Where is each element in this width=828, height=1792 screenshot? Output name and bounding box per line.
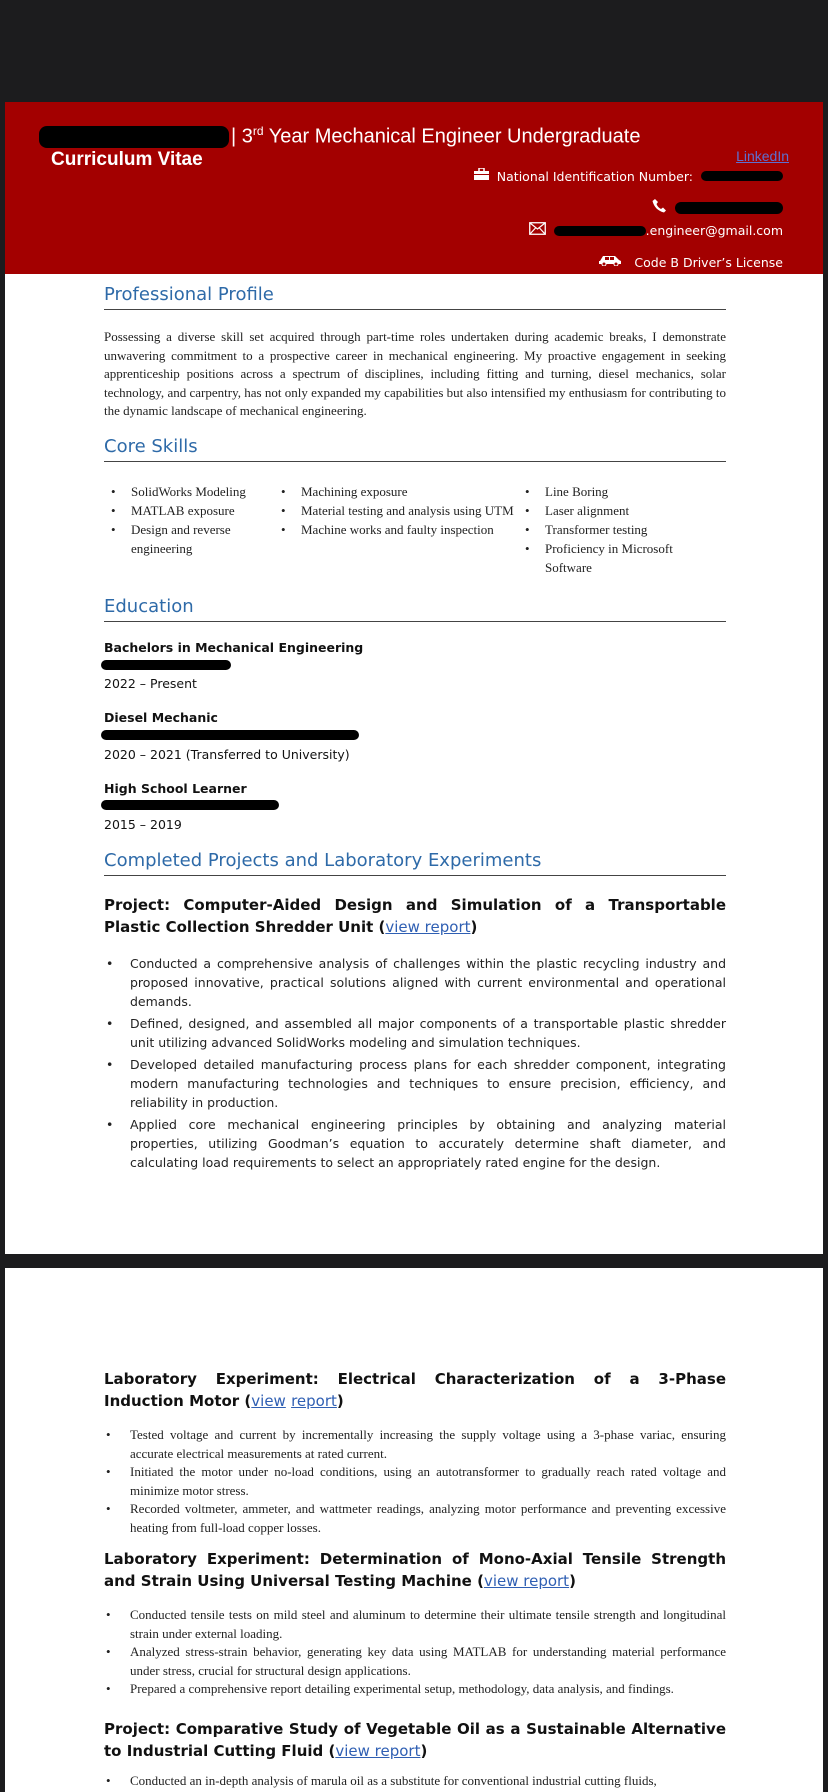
education-degree: Diesel Mechanic bbox=[104, 710, 218, 725]
skill-item: • Laser alignment bbox=[519, 501, 699, 520]
skill-item: • Line Boring bbox=[519, 482, 699, 501]
email-row bbox=[529, 222, 783, 239]
cv-title: | 3rd Year Mechanical Engineer Undergraduate bbox=[231, 124, 641, 148]
list-item: • Recorded voltmeter, ammeter, and wattmeter readings, analyzing motor performance and preventing excessive heating from full-load copper losses. bbox=[104, 1500, 726, 1537]
education-heading: Education bbox=[104, 596, 726, 622]
license-row bbox=[598, 254, 783, 270]
redacted-id-number bbox=[701, 171, 783, 181]
skill-item: • Proficiency in Microsoft Software bbox=[519, 539, 699, 577]
redacted-email-user bbox=[554, 226, 646, 236]
page-1 bbox=[5, 102, 823, 1254]
project-bullets bbox=[104, 1772, 726, 1791]
view-report-link-continued[interactable]: report bbox=[291, 1392, 337, 1410]
skill-item: • Material testing and analysis using UTM bbox=[275, 501, 523, 520]
redacted-name bbox=[39, 126, 229, 148]
list-item: • Developed detailed manufacturing process plans for each shredder component, integrating modern manufacturing technologies and techniques to ensure precision, efficiency, and reliability in production. bbox=[104, 1055, 726, 1112]
list-item: • Prepared a comprehensive report detailing experimental setup, methodology, data analysis, and findings. bbox=[104, 1680, 726, 1699]
cv-header bbox=[5, 102, 823, 274]
email-domain: .engineer@gmail.com bbox=[645, 223, 783, 238]
page-2 bbox=[5, 1268, 823, 1792]
project-title: Project: Comparative Study of Vegetable Oil as a Sustainable Alternative to Industrial Cutting Fluid (view report) bbox=[104, 1720, 726, 1760]
list-item: • Analyzed stress-strain behavior, generating key data using MATLAB for understanding material performance under stress, crucial for structural design applications. bbox=[104, 1643, 726, 1680]
skill-item: • Transformer testing bbox=[519, 520, 699, 539]
view-report-link[interactable]: view report bbox=[483, 1572, 570, 1590]
profile-text: Possessing a diverse skill set acquired through part-time roles undertaken during academic breaks, I demonstrate unwavering commitment to a prospective career in mechanical engineering. My proactive engagement in seeking apprenticeship positions across a spectrum of disciplines, including fitting and turning, diesel mechanics, solar technology, and carpentry, has not only expanded my capabilities but also intensified my enthusiasm for contributing to the dynamic landscape of mechanical engineering. bbox=[104, 329, 726, 418]
list-item: • Tested voltage and current by incrementally increasing the supply voltage using a 3-phase variac, ensuring accurate electrical measurements at rated current. bbox=[104, 1426, 726, 1463]
skill-item: • Machining exposure bbox=[275, 482, 523, 501]
curriculum-vitae-label: Curriculum Vitae bbox=[51, 149, 203, 170]
list-item: • Conducted a comprehensive analysis of challenges within the plastic recycling industry and proposed innovative, practical solutions aligned with current environmental and operational demands. bbox=[104, 954, 726, 1011]
list-item: • Conducted tensile tests on mild steel and aluminum to determine their ultimate tensile strength and longitudinal strain under external loading. bbox=[104, 1606, 726, 1643]
license-text: Code B Driver’s License bbox=[634, 254, 783, 270]
redacted-institution bbox=[101, 660, 231, 670]
phone-row bbox=[652, 198, 783, 217]
redacted-phone bbox=[675, 202, 783, 214]
project-bullets bbox=[104, 1426, 726, 1537]
project-bullets bbox=[104, 954, 726, 1175]
view-report-link[interactable]: view report bbox=[385, 918, 471, 936]
list-item: • Applied core mechanical engineering principles by obtaining and analyzing material properties, utilizing Goodman’s equation to accurately determine shaft diameter, and calculating load requirements to select an appropriately rated engine for the design. bbox=[104, 1115, 726, 1172]
car-icon bbox=[598, 254, 622, 270]
skills-column-2 bbox=[275, 482, 523, 539]
projects-heading: Completed Projects and Laboratory Experiments bbox=[104, 850, 726, 876]
linkedin-link[interactable]: LinkedIn bbox=[736, 148, 789, 164]
view-report-link[interactable]: view bbox=[251, 1392, 286, 1410]
education-dates: 2022 – Present bbox=[104, 676, 197, 691]
redacted-institution bbox=[101, 800, 279, 810]
skills-column-1 bbox=[105, 482, 275, 558]
phone-icon bbox=[652, 198, 667, 217]
education-dates: 2015 – 2019 bbox=[104, 817, 182, 832]
skill-item: • Design and reverse engineering bbox=[105, 520, 275, 558]
project-title: Laboratory Experiment: Determination of Mono-Axial Tensile Strength and Strain Using Universal Testing Machine (view report) bbox=[104, 1550, 726, 1590]
list-item: • Conducted an in-depth analysis of marula oil as a substitute for conventional industrial cutting fluids, bbox=[104, 1772, 726, 1791]
education-dates: 2020 – 2021 (Transferred to University) bbox=[104, 747, 350, 762]
skill-item: • Machine works and faulty inspection bbox=[275, 520, 523, 539]
skills-heading: Core Skills bbox=[104, 436, 726, 462]
id-number-label: National Identification Number: bbox=[496, 168, 693, 184]
list-item: • Initiated the motor under no-load conditions, using an autotransformer to gradually reach rated voltage and minimize motor stress. bbox=[104, 1463, 726, 1500]
project-title: Project: Computer-Aided Design and Simulation of a Transportable Plastic Collection Shredder Unit (view report) bbox=[104, 896, 726, 936]
envelope-icon bbox=[529, 222, 546, 239]
education-degree: Bachelors in Mechanical Engineering bbox=[104, 640, 364, 655]
redacted-institution bbox=[101, 730, 359, 740]
skill-item: • MATLAB exposure bbox=[105, 501, 275, 520]
briefcase-icon bbox=[474, 168, 489, 184]
profile-heading: Professional Profile bbox=[104, 284, 726, 310]
skill-item: • SolidWorks Modeling bbox=[105, 482, 275, 501]
view-report-link[interactable]: view report bbox=[335, 1742, 421, 1760]
skills-column-3 bbox=[519, 482, 699, 577]
project-title: Laboratory Experiment: Electrical Characterization of a 3-Phase Induction Motor (view report) bbox=[104, 1370, 726, 1410]
id-number-row bbox=[474, 168, 783, 184]
list-item: • Defined, designed, and assembled all major components of a transportable plastic shredder unit utilizing advanced SolidWorks modeling and simulation techniques. bbox=[104, 1014, 726, 1052]
email-address[interactable] bbox=[554, 223, 783, 238]
education-degree: High School Learner bbox=[104, 781, 247, 796]
project-bullets bbox=[104, 1606, 726, 1699]
